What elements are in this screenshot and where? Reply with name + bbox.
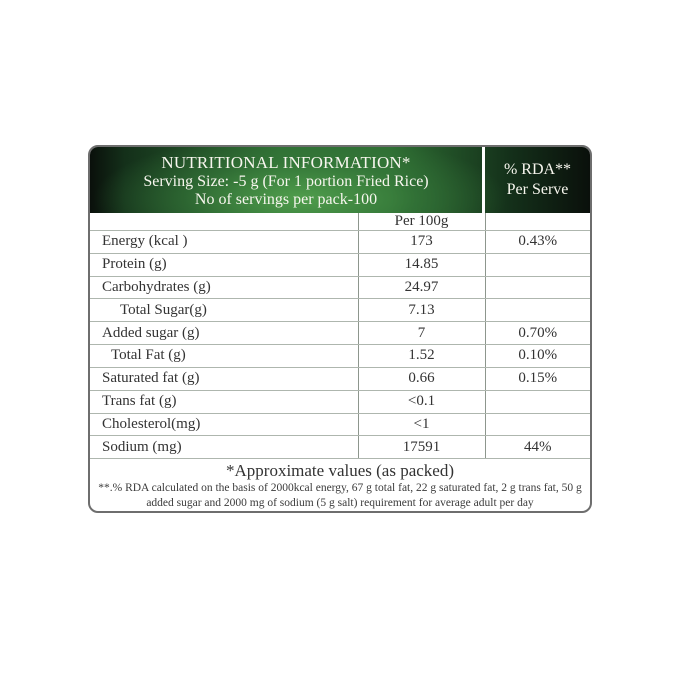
servings-per-pack-line: No of servings per pack-100: [194, 190, 378, 208]
nutrient-name: Energy (kcal ): [90, 231, 358, 254]
header-main-cell: [90, 147, 485, 213]
table-row: [90, 299, 590, 322]
table-row: [90, 390, 590, 413]
per-100g-value: <1: [358, 413, 485, 436]
nutrition-header: [90, 147, 590, 213]
serving-size-line: Serving Size: -5 g (For 1 portion Fried Rice): [143, 172, 429, 190]
unit-header-empty-right: [485, 213, 590, 231]
table-row: [90, 253, 590, 276]
per-100g-value: 24.97: [358, 276, 485, 299]
per-100g-value: 173: [358, 231, 485, 254]
footnotes: [90, 458, 590, 513]
per-100g-value: 14.85: [358, 253, 485, 276]
rda-value: 0.43%: [485, 231, 590, 254]
per-100g-value: 17591: [358, 436, 485, 458]
table-row: [90, 413, 590, 436]
rda-value: [485, 299, 590, 322]
per-100g-value: 7: [358, 322, 485, 345]
nutrient-name: Added sugar (g): [90, 322, 358, 345]
nutrient-name: Cholesterol(mg): [90, 413, 358, 436]
nutrition-table-body: [90, 231, 590, 459]
rda-note-line1: **.% RDA calculated on the basis of 2000kcal energy, 67 g total fat, 22 g saturated fat, 2 g trans fat, 50 g: [98, 482, 582, 495]
rda-value: [485, 390, 590, 413]
rda-header-line1: % RDA**: [503, 161, 572, 178]
per-100g-value: 0.66: [358, 367, 485, 390]
nutrition-title: NUTRITIONAL INFORMATION*: [161, 152, 411, 172]
table-row: [90, 276, 590, 299]
nutrient-name: Sodium (mg): [90, 436, 358, 458]
unit-header-row: [90, 213, 590, 231]
rda-column-header: [485, 147, 590, 213]
rda-value: 0.70%: [485, 322, 590, 345]
nutrient-name: Total Sugar(g): [90, 299, 358, 322]
nutrition-label-card: [88, 145, 592, 513]
rda-value: 0.15%: [485, 367, 590, 390]
rda-value: [485, 413, 590, 436]
unit-header-empty-left: [90, 213, 358, 231]
per-100g-value: 1.52: [358, 345, 485, 368]
table-row: [90, 231, 590, 254]
nutrient-name: Protein (g): [90, 253, 358, 276]
approx-values-note: *Approximate values (as packed): [226, 461, 454, 480]
table-row: [90, 322, 590, 345]
table-row: [90, 367, 590, 390]
per-100g-value: 7.13: [358, 299, 485, 322]
nutrient-name: Saturated fat (g): [90, 367, 358, 390]
nutrition-table: [90, 213, 590, 458]
nutrient-name: Carbohydrates (g): [90, 276, 358, 299]
nutrient-name: Total Fat (g): [90, 345, 358, 368]
rda-value: [485, 253, 590, 276]
rda-header-line2: Per Serve: [506, 181, 569, 198]
rda-note-line2: added sugar and 2000 mg of sodium (5 g salt) requirement for average adult per day: [146, 497, 534, 510]
table-row: [90, 436, 590, 458]
rda-value: 0.10%: [485, 345, 590, 368]
rda-value: 44%: [485, 436, 590, 458]
rda-value: [485, 276, 590, 299]
per-100g-value: <0.1: [358, 390, 485, 413]
table-row: [90, 345, 590, 368]
unit-header-cell: Per 100g: [358, 213, 485, 231]
nutrient-name: Trans fat (g): [90, 390, 358, 413]
